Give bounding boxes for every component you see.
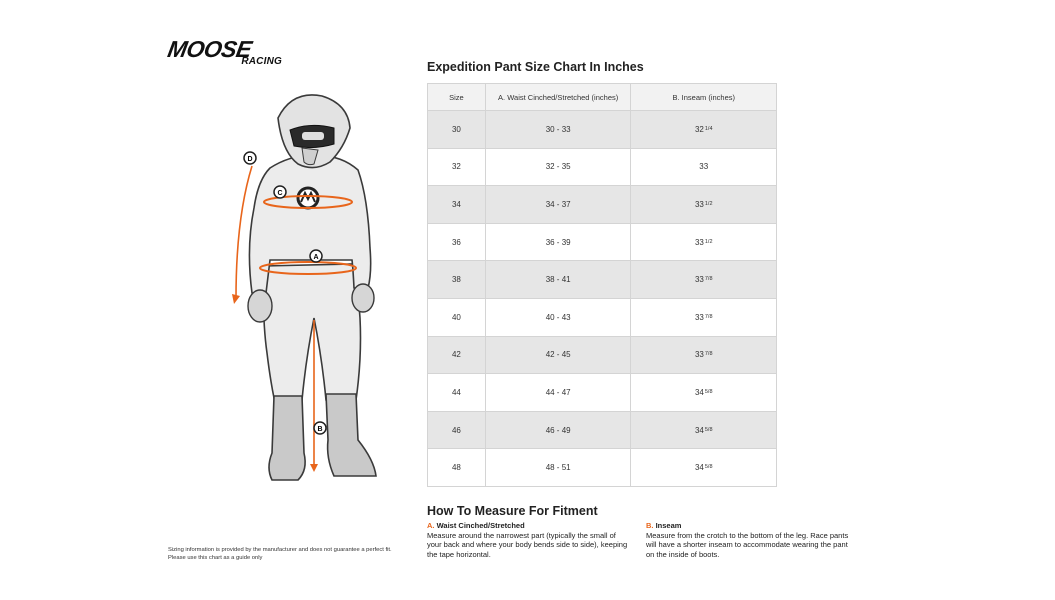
inseam-whole: 34 bbox=[694, 425, 704, 435]
inseam-fraction: 7/8 bbox=[704, 313, 713, 320]
waist-text: Measure around the narrowest part (typically the small of your back and where your body bends side to side), keeping the tape horizontal. bbox=[427, 530, 628, 559]
waist-cell: 42 - 45 bbox=[485, 336, 631, 374]
table-row bbox=[428, 374, 777, 412]
waist-cell: 34 - 37 bbox=[485, 186, 631, 224]
inseam-whole: 33 bbox=[694, 350, 704, 360]
right-boot bbox=[326, 394, 376, 476]
inseam-cell bbox=[631, 261, 777, 299]
inseam-heading: B. Inseam bbox=[646, 521, 682, 530]
size-cell: 32 bbox=[428, 148, 486, 186]
waist-cell: 38 - 41 bbox=[485, 261, 631, 299]
size-cell: 40 bbox=[428, 298, 486, 336]
rider-measurement-figure bbox=[222, 88, 412, 488]
table-header-row bbox=[428, 84, 777, 111]
size-chart-title: Expedition Pant Size Chart In Inches bbox=[427, 60, 644, 74]
right-glove bbox=[352, 284, 374, 312]
inseam-cell bbox=[631, 111, 777, 149]
table-row bbox=[428, 148, 777, 186]
how-to-title: How To Measure For Fitment bbox=[427, 504, 598, 518]
size-cell: 30 bbox=[428, 111, 486, 149]
inseam-fraction: 5/8 bbox=[704, 426, 713, 433]
inseam-whole: 34 bbox=[694, 463, 704, 473]
table-row bbox=[428, 261, 777, 299]
table-row bbox=[428, 411, 777, 449]
inseam-fraction: 5/8 bbox=[704, 464, 713, 471]
size-cell: 38 bbox=[428, 261, 486, 299]
left-glove bbox=[248, 290, 272, 322]
sizing-disclaimer bbox=[168, 546, 413, 562]
left-boot bbox=[269, 396, 305, 480]
inseam-cell bbox=[631, 411, 777, 449]
inseam-whole: 32 bbox=[694, 124, 704, 134]
inseam-whole: 33 bbox=[694, 275, 704, 285]
table-row bbox=[428, 298, 777, 336]
logo-subtext: RACING bbox=[241, 56, 282, 67]
marker-c-label: C bbox=[277, 190, 283, 197]
disclaimer-line-1: Sizing information is provided by the manufacturer and does not guarantee a perfect fit. bbox=[168, 547, 392, 553]
inseam-fraction: 1/2 bbox=[704, 200, 713, 207]
table-row bbox=[428, 336, 777, 374]
marker-d-label: D bbox=[247, 156, 253, 163]
size-chart-body bbox=[428, 111, 777, 487]
pants-shape bbox=[263, 264, 360, 400]
marker-b-icon bbox=[314, 422, 326, 434]
inseam-fraction: 5/8 bbox=[704, 388, 713, 395]
size-chart-table bbox=[427, 83, 777, 487]
inseam-cell bbox=[631, 186, 777, 224]
header-size: Size bbox=[428, 84, 486, 111]
disclaimer-line-2: Please use this chart as a guide only bbox=[168, 555, 263, 561]
table-row bbox=[428, 223, 777, 261]
moose-racing-logo bbox=[165, 36, 292, 68]
inseam-cell bbox=[631, 449, 777, 487]
inseam-cell bbox=[631, 223, 777, 261]
size-cell: 48 bbox=[428, 449, 486, 487]
waist-cell: 32 - 35 bbox=[485, 148, 631, 186]
size-cell: 44 bbox=[428, 374, 486, 412]
inseam-fraction: 7/8 bbox=[704, 276, 713, 283]
inseam-text: Measure from the crotch to the bottom of the leg. Race pants will have a shorter inseam to accommodate wearing the pant on the inside of boots. bbox=[646, 530, 849, 559]
logo-wordmark: MOOSE bbox=[165, 36, 254, 62]
inseam-cell bbox=[631, 298, 777, 336]
size-cell: 36 bbox=[428, 223, 486, 261]
table-row bbox=[428, 449, 777, 487]
inseam-whole: 33 bbox=[694, 199, 704, 209]
waist-cell: 46 - 49 bbox=[485, 411, 631, 449]
waist-cell: 48 - 51 bbox=[485, 449, 631, 487]
inseam-cell bbox=[631, 374, 777, 412]
table-row bbox=[428, 186, 777, 224]
waist-cell: 40 - 43 bbox=[485, 298, 631, 336]
inseam-fraction: 7/8 bbox=[704, 351, 713, 358]
header-inseam: B. Inseam (inches) bbox=[631, 84, 777, 111]
waist-cell: 30 - 33 bbox=[485, 111, 631, 149]
inseam-whole: 33 bbox=[694, 312, 704, 322]
waist-cell: 44 - 47 bbox=[485, 374, 631, 412]
marker-a-label: A bbox=[313, 254, 319, 261]
marker-c-icon bbox=[274, 186, 286, 198]
marker-a-icon bbox=[310, 250, 322, 262]
header-waist: A. Waist Cinched/Stretched (inches) bbox=[485, 84, 631, 111]
inseam-whole: 33 bbox=[699, 162, 709, 172]
table-row bbox=[428, 111, 777, 149]
size-cell: 34 bbox=[428, 186, 486, 224]
size-cell: 42 bbox=[428, 336, 486, 374]
inseam-fraction: 1/2 bbox=[704, 238, 713, 245]
waist-instructions bbox=[427, 521, 632, 559]
marker-d-icon bbox=[244, 152, 256, 164]
inseam-cell bbox=[631, 336, 777, 374]
waist-cell: 36 - 39 bbox=[485, 223, 631, 261]
size-cell: 46 bbox=[428, 411, 486, 449]
marker-b-label: B bbox=[317, 426, 323, 433]
inseam-cell bbox=[631, 148, 777, 186]
inseam-fraction: 1/4 bbox=[704, 125, 713, 132]
inseam-whole: 33 bbox=[694, 237, 704, 247]
inseam-whole: 34 bbox=[694, 387, 704, 397]
inseam-instructions bbox=[646, 521, 851, 559]
waist-heading: A. Waist Cinched/Stretched bbox=[427, 521, 525, 530]
